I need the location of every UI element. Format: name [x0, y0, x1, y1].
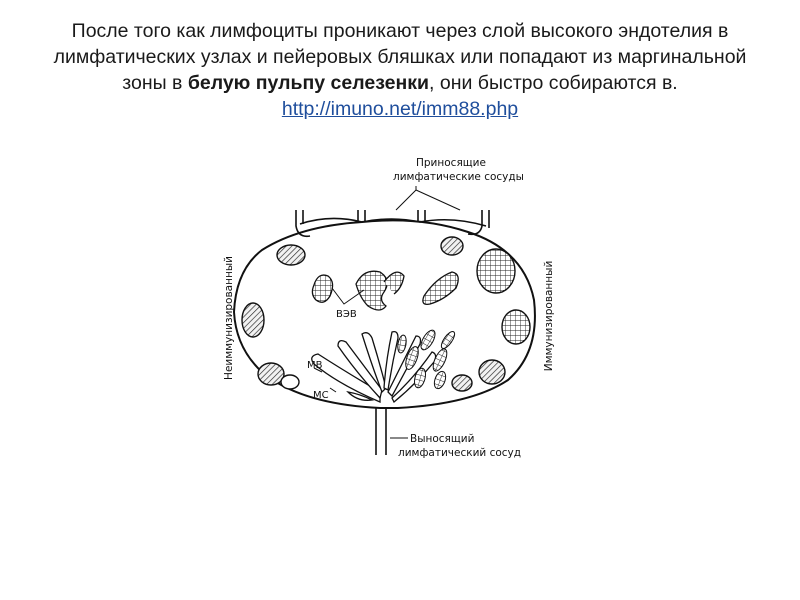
immunized-label: Иммунизированный — [543, 260, 555, 372]
medullary-cords — [312, 332, 436, 402]
hev-label: ВЭВ — [336, 309, 357, 320]
caption-text-start: После того как лимфоциты проникают через слой высокого эндотелия в лимфатических узлах и пейеровых бляшках или попадают из маргинальной зоны в — [53, 20, 747, 94]
afferent-vessels — [296, 210, 489, 236]
caption-link[interactable]: http://imuno.net/imm88.php — [281, 98, 519, 120]
ms-label: МС — [313, 390, 329, 401]
caption-bold-term: белую пульпу селезенки — [187, 72, 430, 94]
efferent-label-line2: лимфатический сосуд — [398, 447, 522, 459]
unimmunized-label: Неиммунизированный — [223, 256, 235, 380]
afferent-label-line2: лимфатические сосуды — [393, 171, 524, 183]
afferent-label-line1: Приносящие — [416, 157, 486, 169]
slide-caption — [40, 18, 760, 122]
caption-text-end: , они быстро собираются в. — [429, 72, 678, 94]
efferent-label-line1: Выносящий — [410, 433, 475, 445]
lymph-node-diagram — [200, 145, 580, 465]
mv-label: МВ — [307, 360, 323, 371]
